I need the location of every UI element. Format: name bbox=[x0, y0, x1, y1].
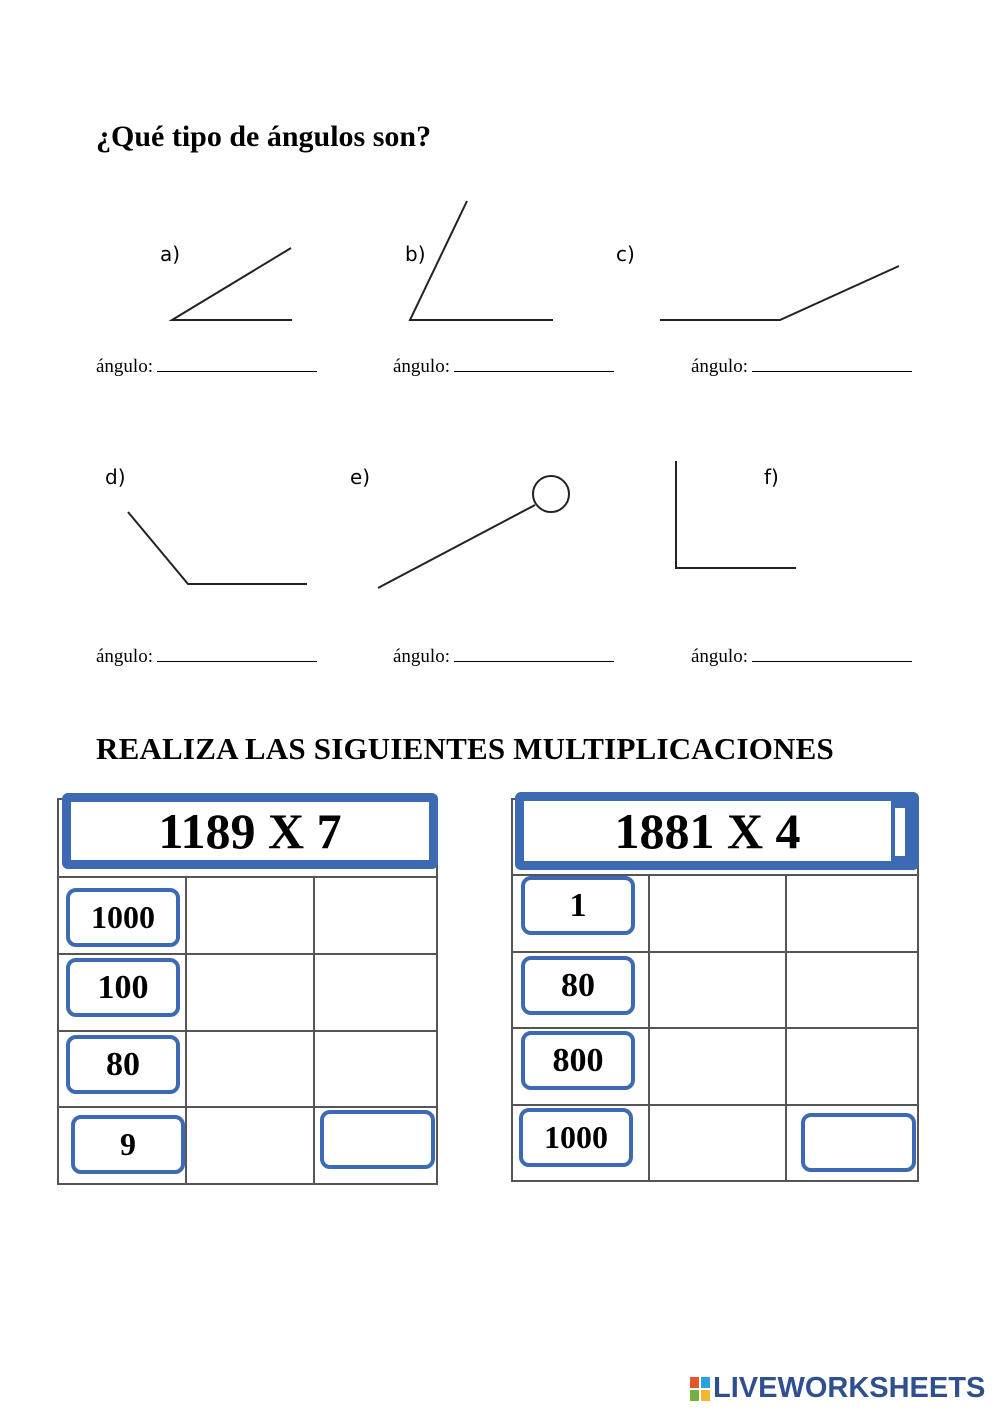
answer-f[interactable] bbox=[691, 646, 912, 668]
problem-2-row-2: 80 bbox=[521, 956, 635, 1015]
grid-cell bbox=[314, 877, 437, 954]
angle-c-drawing bbox=[660, 266, 899, 320]
grid-cell bbox=[649, 952, 786, 1029]
angle-d-drawing bbox=[128, 512, 307, 584]
grid-cell bbox=[186, 954, 314, 1031]
problem-1-row-1: 1000 bbox=[66, 888, 180, 947]
answer-blank[interactable] bbox=[454, 357, 614, 372]
angle-letter-f: f) bbox=[764, 465, 779, 489]
grid-cell bbox=[786, 1028, 918, 1105]
header-scroll-marker bbox=[893, 806, 907, 858]
liveworksheets-brand bbox=[690, 1372, 985, 1405]
answer-a[interactable] bbox=[96, 356, 317, 378]
answer-label: ángulo: bbox=[393, 646, 450, 667]
answer-blank[interactable] bbox=[157, 647, 317, 662]
brand-text: LIVEWORKSHEETS bbox=[713, 1372, 986, 1404]
angle-b-drawing bbox=[410, 201, 553, 320]
grid-cell bbox=[186, 1107, 314, 1184]
section-title-angles: ¿Qué tipo de ángulos son? bbox=[96, 120, 432, 153]
angle-figures bbox=[0, 0, 1000, 700]
answer-label: ángulo: bbox=[691, 646, 748, 667]
grid-cell bbox=[786, 875, 918, 952]
problem-2-answer-box[interactable] bbox=[801, 1113, 916, 1172]
grid-cell bbox=[786, 952, 918, 1029]
problem-1-answer-box[interactable] bbox=[320, 1110, 435, 1169]
problem-2-header: 1881 X 4 bbox=[515, 792, 919, 870]
angle-letter-c: c) bbox=[616, 242, 635, 266]
angle-letter-a: a) bbox=[160, 242, 181, 266]
answer-label: ángulo: bbox=[96, 646, 153, 667]
grid-cell bbox=[186, 1031, 314, 1108]
grid-cell bbox=[649, 1105, 786, 1182]
angle-letter-d: d) bbox=[105, 465, 126, 489]
answer-c[interactable] bbox=[691, 356, 912, 378]
answer-blank[interactable] bbox=[157, 357, 317, 372]
answer-d[interactable] bbox=[96, 646, 317, 668]
angle-e-circle bbox=[533, 476, 569, 512]
answer-label: ángulo: bbox=[393, 356, 450, 377]
grid-cell bbox=[186, 877, 314, 954]
answer-label: ángulo: bbox=[96, 356, 153, 377]
problem-1-row-3: 80 bbox=[66, 1035, 180, 1094]
angle-letter-b: b) bbox=[405, 242, 426, 266]
liveworksheets-logo-icon bbox=[690, 1377, 710, 1401]
answer-b[interactable] bbox=[393, 356, 614, 378]
grid-cell bbox=[314, 1031, 437, 1108]
answer-blank[interactable] bbox=[454, 647, 614, 662]
grid-cell bbox=[649, 875, 786, 952]
problem-1-header: 1189 X 7 bbox=[62, 793, 438, 869]
angle-letter-e: e) bbox=[350, 465, 371, 489]
section-title-multiplications: REALIZA LAS SIGUIENTES MULTIPLICACIONES bbox=[96, 731, 834, 766]
problem-2-row-3: 800 bbox=[521, 1031, 635, 1090]
problem-1-row-2: 100 bbox=[66, 958, 180, 1017]
angle-a-drawing bbox=[172, 248, 292, 320]
answer-blank[interactable] bbox=[752, 357, 912, 372]
answer-label: ángulo: bbox=[691, 356, 748, 377]
problem-2-row-1: 1 bbox=[521, 876, 635, 935]
answer-e[interactable] bbox=[393, 646, 614, 668]
problem-2-row-4: 1000 bbox=[519, 1108, 633, 1167]
angle-e-drawing bbox=[378, 505, 535, 588]
grid-cell bbox=[649, 1028, 786, 1105]
problem-1-row-4: 9 bbox=[71, 1115, 185, 1174]
grid-cell bbox=[314, 954, 437, 1031]
answer-blank[interactable] bbox=[752, 647, 912, 662]
